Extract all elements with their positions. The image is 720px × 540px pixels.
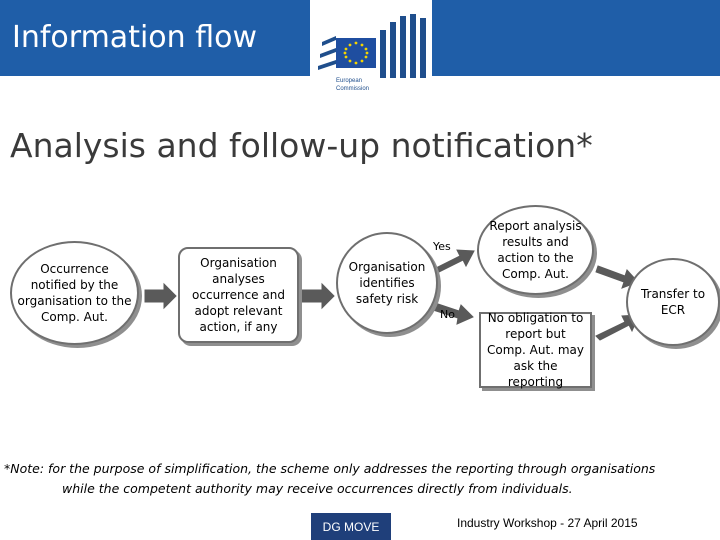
dg-move-badge: DG MOVE: [311, 513, 391, 540]
page-subtitle: Analysis and follow-up notification*: [10, 126, 593, 165]
arrow-2-3: [302, 284, 334, 308]
box-occurrence-notified: Occurrence notified by the organisation to the Comp. Aut.: [10, 241, 139, 345]
arrow-yes: [432, 250, 474, 274]
box-organisation-analyses: Organisation analyses occurrence and adopt relevant action, if any: [178, 247, 299, 343]
footer-event: Industry Workshop - 27 April 2015: [457, 516, 638, 530]
box-no-obligation: No obligation to report but Comp. Aut. may ask the reporting: [479, 312, 592, 388]
header-title: Information flow: [12, 20, 257, 55]
box-transfer-ecr: Transfer to ECR: [626, 258, 720, 346]
footnote-line-2: while the competent authority may receive occurrences directly from individuals.: [62, 481, 573, 496]
footnote: [4, 459, 716, 499]
logo-text-commission: Commission: [336, 86, 370, 92]
footnote-line-1: *Note: for the purpose of simplification, the scheme only addresses the reporting through organisations: [4, 461, 656, 476]
logo-text-european: European: [336, 78, 363, 84]
label-yes: Yes: [433, 240, 451, 253]
arrow-1-2: [145, 284, 176, 308]
box-report-analysis: Report analysis results and action to the Comp. Aut.: [477, 205, 594, 295]
label-no: No: [440, 308, 455, 321]
box-identifies-risk: Organisation identifies safety risk: [336, 232, 438, 334]
